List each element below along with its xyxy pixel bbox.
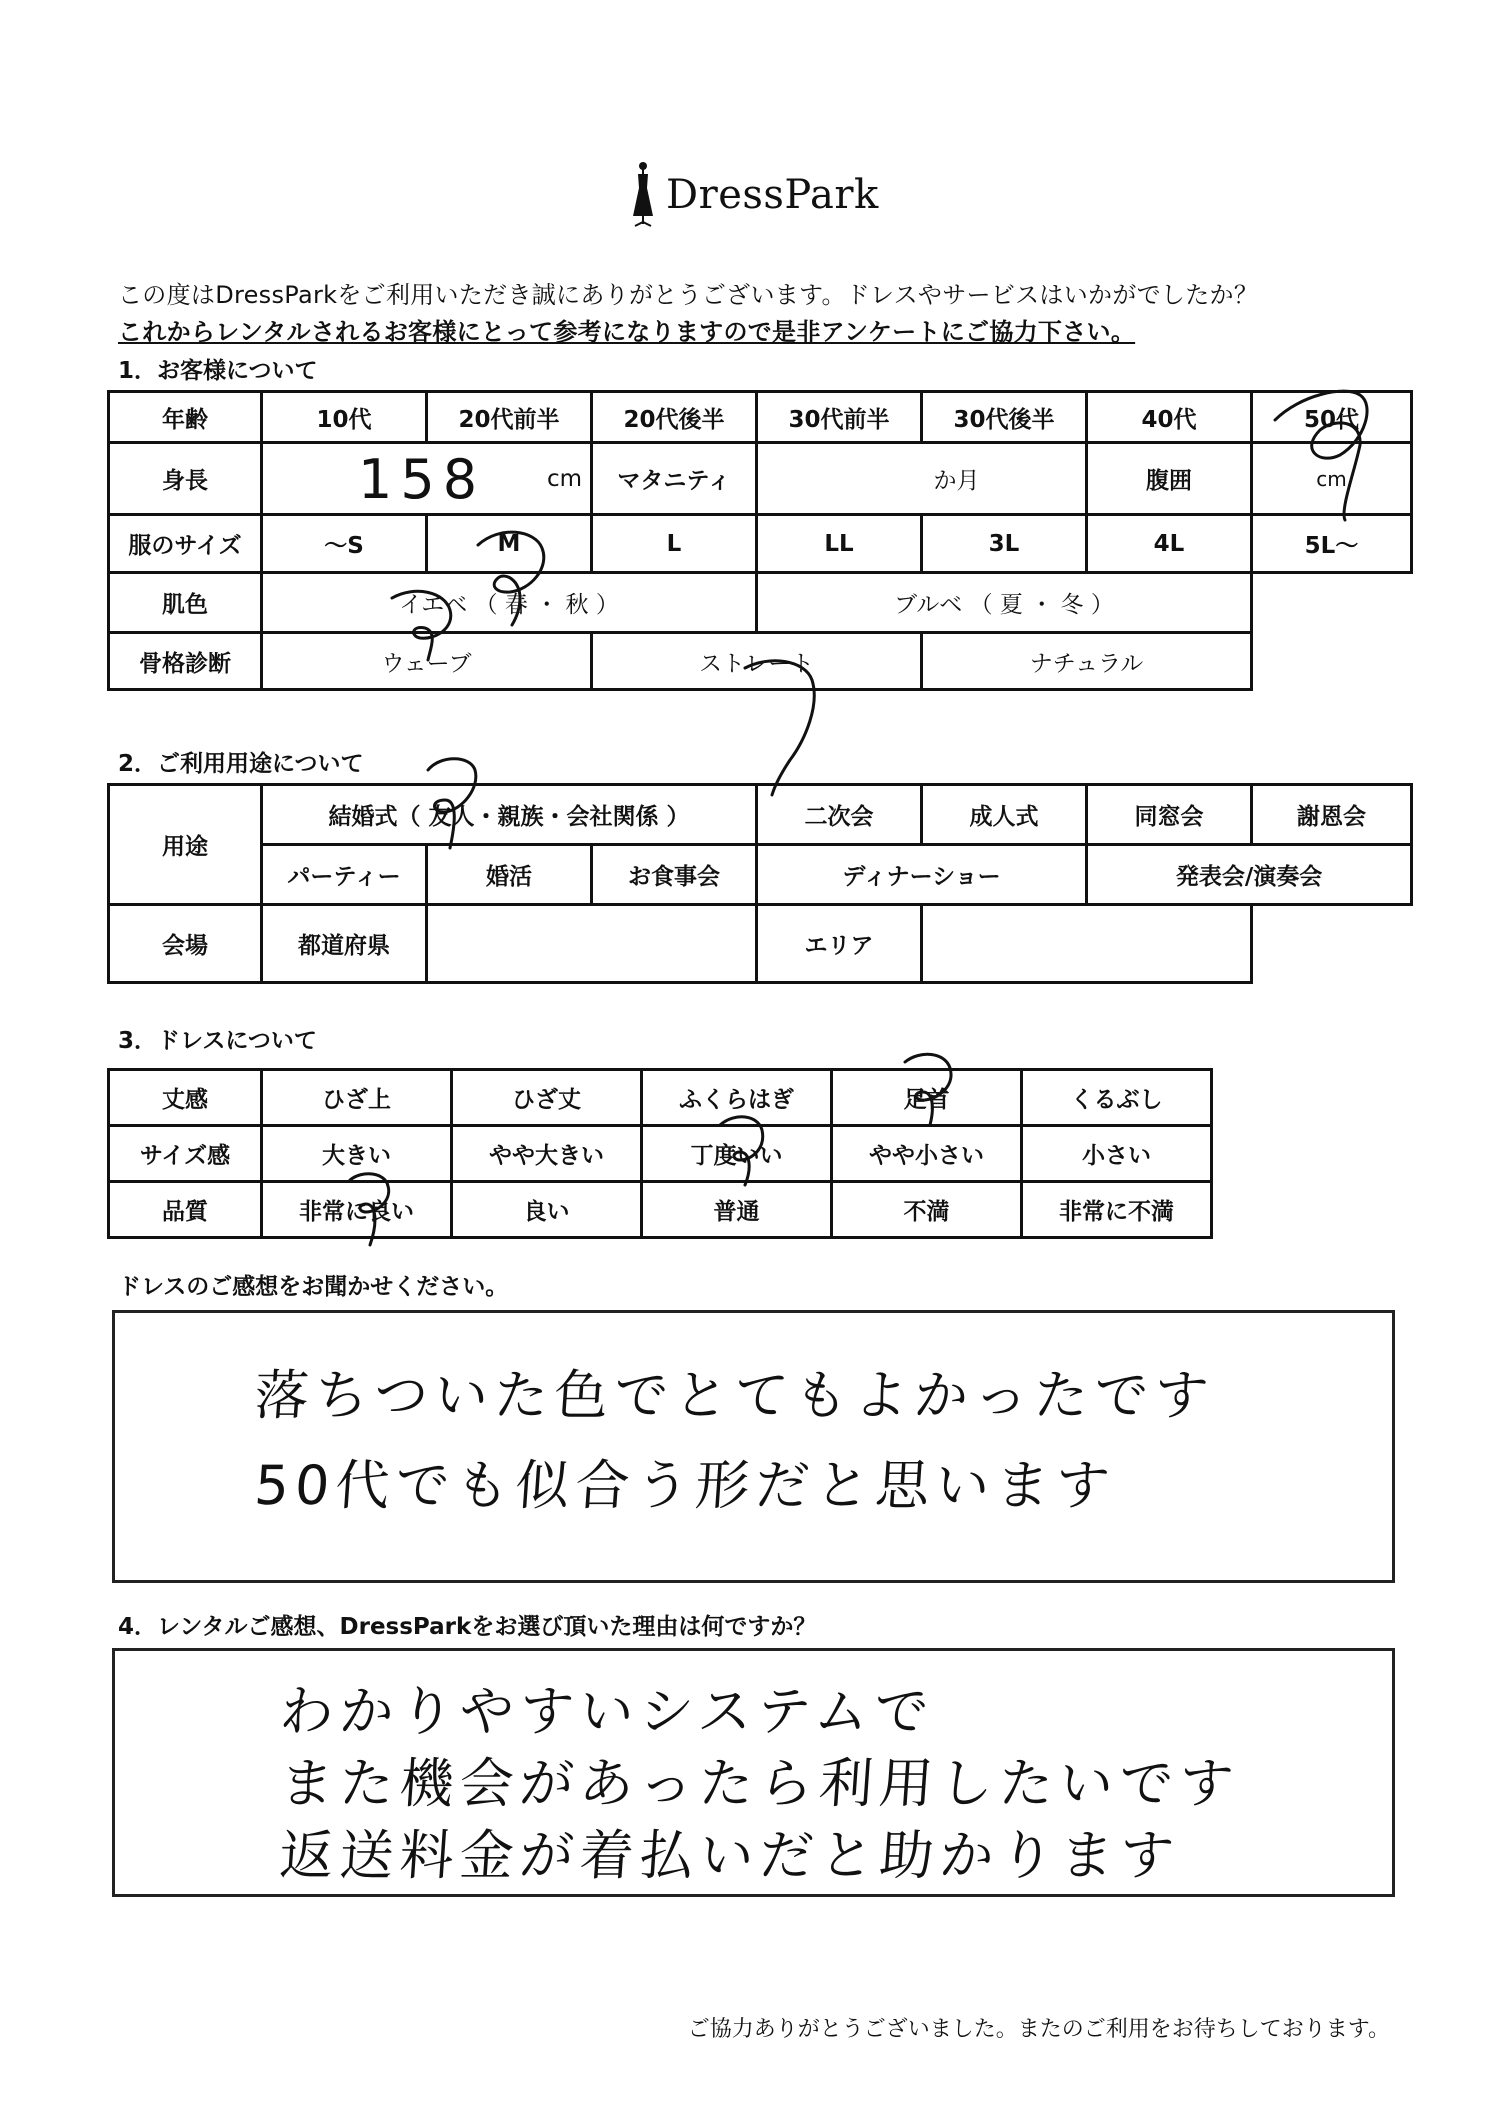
venue-label: 会場 (109, 905, 262, 983)
purpose-option[interactable]: お食事会 (592, 845, 757, 905)
prefecture-label: 都道府県 (262, 905, 427, 983)
age-label: 年齢 (109, 392, 262, 443)
maternity-label: マタニティ (592, 443, 757, 515)
intro-text: この度はDressParkをご利用いただき誠にありがとうございます。ドレスやサービスはいかがでしたか？ (118, 281, 1259, 309)
dress-table (107, 1068, 1213, 1239)
empty-cell (1252, 905, 1412, 983)
quality-option-selected[interactable]: 非常に良い (262, 1182, 452, 1238)
purpose-label: 用途 (109, 785, 262, 905)
purpose-table (107, 783, 1413, 984)
body-type-option[interactable]: ウェーブ (262, 633, 592, 690)
section1-title: 1．お客様について (118, 358, 318, 384)
length-option[interactable]: ふくらはぎ (642, 1070, 832, 1126)
length-option-selected[interactable]: 足首 (832, 1070, 1022, 1126)
skin-yellow-label: イエベ (399, 592, 468, 618)
prefecture-field[interactable] (427, 905, 757, 983)
area-field[interactable] (922, 905, 1252, 983)
skin-blue[interactable] (757, 573, 1252, 633)
maternity-field[interactable] (757, 443, 1087, 515)
skin-blue-label: ブルベ (894, 592, 963, 618)
quality-option[interactable]: 良い (452, 1182, 642, 1238)
size-label: 服のサイズ (109, 515, 262, 573)
skin-yellow[interactable] (262, 573, 757, 633)
fit-option[interactable]: やや大きい (452, 1126, 642, 1182)
section3-title: 3．ドレスについて (118, 1028, 317, 1054)
fit-option[interactable]: 大きい (262, 1126, 452, 1182)
age-option[interactable]: 30代後半 (922, 392, 1087, 443)
age-option[interactable]: 20代前半 (427, 392, 592, 443)
dress-comment-line: 50代でも似合う形だと思います (252, 1454, 1118, 1517)
age-option[interactable]: 20代後半 (592, 392, 757, 443)
section2-title: 2．ご利用用途について (118, 751, 364, 777)
length-option[interactable]: くるぶし (1022, 1070, 1212, 1126)
skin-label: 肌色 (109, 573, 262, 633)
logo-text: DressPark (666, 172, 879, 218)
body-type-option-selected[interactable]: ストレート (592, 633, 922, 690)
intro-request: これからレンタルされるお客様にとって参考になりますので是非アンケートにご協力下さい。 (118, 318, 1136, 346)
body-type-label: 骨格診断 (109, 633, 262, 690)
fit-option[interactable]: 小さい (1022, 1126, 1212, 1182)
quality-option[interactable]: 不満 (832, 1182, 1022, 1238)
age-option[interactable]: 10代 (262, 392, 427, 443)
purpose-option[interactable]: 婚活 (427, 845, 592, 905)
skin-blue-seasons: （ 夏 ・ 冬 ） (969, 592, 1114, 618)
size-option[interactable]: 4L (1087, 515, 1252, 573)
skin-yellow-seasons: （ 春 ・ 秋 ） (474, 592, 619, 618)
wedding-option[interactable]: 結婚式（ 友人・親族・会社関係 ） (262, 785, 757, 845)
length-option[interactable]: ひざ上 (262, 1070, 452, 1126)
dress-comment-line: 落ちついた色でとてもよかったです (252, 1364, 1217, 1427)
height-field[interactable] (262, 443, 592, 515)
quality-option[interactable]: 普通 (642, 1182, 832, 1238)
thanks-message: ご協力ありがとうございました。またのご利用をお待ちしております。 (687, 2017, 1390, 2042)
purpose-option[interactable]: 発表会/演奏会 (1087, 845, 1412, 905)
waist-field[interactable] (1252, 443, 1412, 515)
empty-cell (1252, 633, 1412, 690)
size-option[interactable]: 5L～ (1252, 515, 1412, 573)
size-option[interactable]: ～S (262, 515, 427, 573)
dress-comment-box[interactable] (112, 1310, 1395, 1583)
purpose-option[interactable]: 同窓会 (1087, 785, 1252, 845)
dress-icon (630, 160, 656, 230)
logo (630, 160, 879, 230)
age-option-selected[interactable]: 50代 (1252, 392, 1412, 443)
customer-table (107, 390, 1413, 691)
size-option[interactable]: L (592, 515, 757, 573)
waist-unit: cm (1316, 466, 1347, 491)
dress-comment-prompt: ドレスのご感想をお聞かせください。 (118, 1274, 509, 1300)
purpose-option[interactable]: ディナーショー (757, 845, 1087, 905)
fit-option-selected[interactable]: 丁度いい (642, 1126, 832, 1182)
age-option[interactable]: 30代前半 (757, 392, 922, 443)
length-option[interactable]: ひざ丈 (452, 1070, 642, 1126)
purpose-option[interactable]: 成人式 (922, 785, 1087, 845)
fit-label: サイズ感 (109, 1126, 262, 1182)
size-option[interactable]: LL (757, 515, 922, 573)
waist-label: 腹囲 (1087, 443, 1252, 515)
size-option-selected[interactable]: M (427, 515, 592, 573)
maternity-unit: か月 (933, 468, 980, 494)
age-option[interactable]: 40代 (1087, 392, 1252, 443)
fit-option[interactable]: やや小さい (832, 1126, 1022, 1182)
empty-cell (1252, 573, 1412, 633)
quality-label: 品質 (109, 1182, 262, 1238)
rental-comment-box[interactable] (112, 1648, 1395, 1897)
purpose-option[interactable]: 二次会 (757, 785, 922, 845)
height-value: 158 (358, 448, 486, 511)
purpose-option[interactable]: パーティー (262, 845, 427, 905)
purpose-option[interactable]: 謝恩会 (1252, 785, 1412, 845)
height-unit: cm (546, 465, 582, 492)
height-label: 身長 (109, 443, 262, 515)
rental-comment-line: わかりやすいシステムで (277, 1680, 937, 1743)
area-label: エリア (757, 905, 922, 983)
section4-title: 4．レンタルご感想、DressParkをお選び頂いた理由は何ですか？ (118, 1614, 817, 1640)
rental-comment-line: 返送料金が着払いだと助かります (277, 1824, 1182, 1887)
size-option[interactable]: 3L (922, 515, 1087, 573)
rental-comment-line: また機会があったら利用したいです (277, 1752, 1242, 1815)
body-type-option[interactable]: ナチュラル (922, 633, 1252, 690)
quality-option[interactable]: 非常に不満 (1022, 1182, 1212, 1238)
length-label: 丈感 (109, 1070, 262, 1126)
